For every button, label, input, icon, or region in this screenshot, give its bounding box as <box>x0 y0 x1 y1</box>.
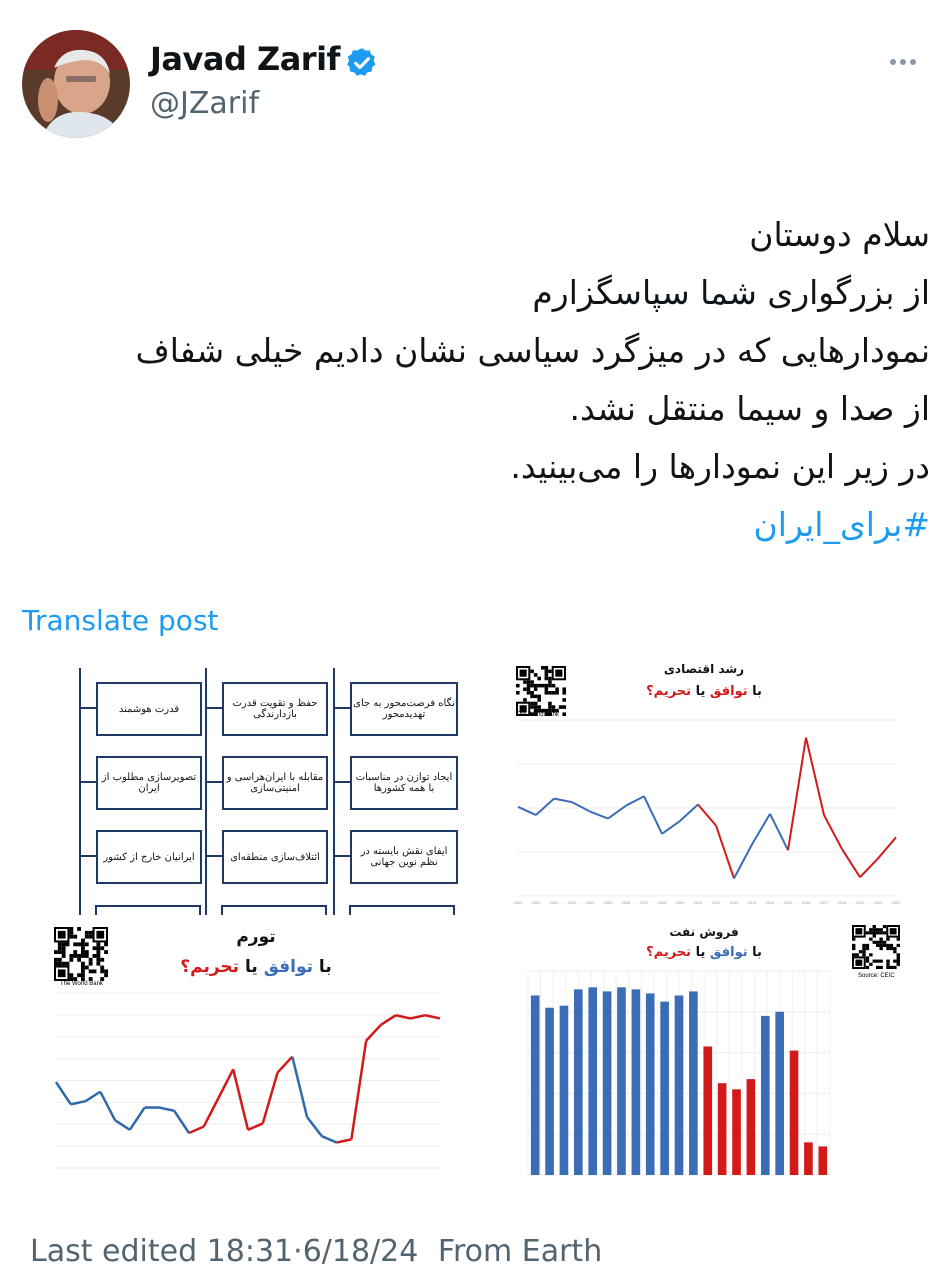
line-segment <box>292 1057 307 1117</box>
line-segment <box>644 796 662 834</box>
author-handle[interactable]: @JZarif <box>150 86 260 121</box>
tick-label: 2015 <box>783 900 793 905</box>
bar <box>531 995 540 1175</box>
post-text <box>20 206 930 554</box>
line-segment <box>824 815 842 849</box>
tick-label: 2003 <box>567 900 577 905</box>
tick-label: 2019 <box>855 900 865 905</box>
org-box: نگاه فرصت‌محور به جای تهدیدمحور <box>350 682 458 736</box>
line-segment <box>86 1092 101 1102</box>
line-segment <box>263 1073 278 1124</box>
org-box: تصویرسازی مطلوب از ایران <box>96 756 202 810</box>
line-segment <box>204 1098 219 1127</box>
line-segment <box>337 1139 352 1142</box>
line-segment <box>554 799 572 803</box>
line-segment <box>366 1025 381 1041</box>
line-segment <box>71 1101 86 1104</box>
tick-label: 2001 <box>531 900 541 905</box>
tick-label: 2002 <box>549 900 559 905</box>
line-segment <box>381 1015 396 1025</box>
org-box: ایجاد توازن در مناسبات با همه کشورها <box>350 756 458 810</box>
media-inflation-chart[interactable] <box>44 923 468 1180</box>
post-line: نمودارهایی که در میزگرد سیاسی نشان دادیم خیلی شفاف <box>135 331 930 370</box>
media-grid <box>44 660 908 1180</box>
post-line: در زیر این نمودارها را می‌بینید. <box>510 447 930 486</box>
bar <box>732 1089 741 1175</box>
org-box: ایرانیان خارج از کشور <box>96 830 202 884</box>
line-segment <box>860 858 878 877</box>
oil-bar-chart <box>500 923 908 1180</box>
line-segment <box>662 821 680 834</box>
tick-label: 2005 <box>603 900 613 905</box>
line-segment <box>770 814 788 850</box>
bar <box>804 1142 813 1175</box>
org-box: حفظ و تقویت قدرت بازدارندگی <box>222 682 328 736</box>
line-segment <box>130 1108 145 1130</box>
qr-code-icon <box>54 927 108 981</box>
line-segment <box>115 1120 130 1130</box>
post-line: از صدا و سیما منتقل نشد. <box>569 389 930 428</box>
line-segment <box>278 1057 293 1073</box>
post-source: From Earth <box>437 1234 603 1269</box>
media-org-chart[interactable] <box>44 660 468 915</box>
org-box: ایفای نقش بایسته در نظم نوین جهانی <box>350 830 458 884</box>
line-segment <box>572 802 590 811</box>
line-segment <box>680 804 698 820</box>
post-line: از بزرگواری شما سپاسگزارم <box>532 273 930 312</box>
chart-subtitle: با توافق یا تحریم؟ <box>646 684 762 699</box>
tick-label: 2008 <box>657 900 667 905</box>
tick-label: 2010 <box>693 900 703 905</box>
bar <box>632 989 641 1175</box>
line-segment <box>716 826 734 879</box>
line-segment <box>752 814 770 845</box>
tick-label: 2000 <box>513 900 523 905</box>
bar <box>603 991 612 1175</box>
tick-label: 2013 <box>747 900 757 905</box>
bar <box>588 987 597 1175</box>
line-segment <box>425 1015 440 1018</box>
post-metadata <box>30 1234 602 1269</box>
line-segment <box>322 1136 337 1142</box>
line-segment <box>233 1069 248 1129</box>
tick-label: 2016 <box>801 900 811 905</box>
tick-label: 2006 <box>621 900 631 905</box>
chart-subtitle: با توافق یا تحریم؟ <box>180 957 332 977</box>
bar <box>718 1083 727 1175</box>
translate-post-link[interactable]: Translate post <box>22 604 219 637</box>
line-segment <box>218 1069 233 1098</box>
line-segment <box>590 812 608 819</box>
line-segment <box>806 738 824 815</box>
bar <box>818 1146 827 1175</box>
line-segment <box>174 1111 189 1133</box>
more-options-icon[interactable] <box>890 50 926 74</box>
bar <box>689 991 698 1175</box>
qr-code-icon <box>852 925 900 969</box>
line-segment <box>396 1015 411 1018</box>
world-bank-label: The World Bank <box>516 712 559 718</box>
separator: · <box>293 1234 303 1269</box>
line-segment <box>189 1127 204 1133</box>
org-box: مقابله با ایران‌هراسی و امنیتی‌سازی <box>222 756 328 810</box>
line-segment <box>410 1015 425 1018</box>
hashtag-link[interactable]: #برای_ایران <box>753 505 930 544</box>
verified-badge-icon <box>345 46 379 80</box>
post-date: 6/18/24 <box>302 1234 419 1269</box>
bar <box>761 1016 770 1175</box>
line-segment <box>351 1041 366 1140</box>
media-oil-sales-chart[interactable] <box>500 923 908 1180</box>
tick-label: 2007 <box>639 900 649 905</box>
bar <box>574 989 583 1175</box>
bar <box>560 1006 569 1175</box>
org-box: ائتلاف‌سازی منطقه‌ای <box>222 830 328 884</box>
tick-label: 2009 <box>675 900 685 905</box>
bar <box>790 1051 799 1175</box>
bar <box>775 1012 784 1175</box>
bar <box>545 1008 554 1175</box>
bar <box>703 1046 712 1175</box>
line-segment <box>307 1117 322 1136</box>
bar <box>747 1079 756 1175</box>
chart-title: رشد اقتصادی <box>663 662 745 676</box>
tick-label: 2021 <box>891 900 901 905</box>
line-segment <box>734 844 752 878</box>
chart-subtitle: با توافق یا تحریم؟ <box>646 945 762 960</box>
chart-title: فروش نفت <box>669 925 739 939</box>
bar <box>646 993 655 1175</box>
line-segment <box>536 799 554 815</box>
tick-label: 2017 <box>819 900 829 905</box>
line-segment <box>626 796 644 805</box>
world-bank-label: The World Bank <box>60 981 103 987</box>
line-segment <box>878 837 896 858</box>
edited-label[interactable]: Last edited <box>30 1234 198 1269</box>
qr-code-icon <box>516 666 566 716</box>
tick-label: 2004 <box>585 900 595 905</box>
source-label: Source: CEIC <box>858 973 895 979</box>
line-segment <box>788 738 806 851</box>
post-line: سلام دوستان <box>749 215 930 254</box>
line-segment <box>608 806 626 819</box>
tick-label: 2020 <box>873 900 883 905</box>
line-segment <box>842 849 860 877</box>
line-segment <box>518 807 536 815</box>
tick-label: 2018 <box>837 900 847 905</box>
bar <box>617 987 626 1175</box>
tick-label: 2012 <box>729 900 739 905</box>
media-growth-chart[interactable] <box>500 660 908 915</box>
author-name[interactable]: Javad Zarif <box>150 40 340 78</box>
line-segment <box>248 1123 263 1129</box>
avatar[interactable] <box>22 30 130 138</box>
line-segment <box>100 1092 115 1121</box>
chart-title: تورم <box>236 927 276 947</box>
tick-label: 2014 <box>765 900 775 905</box>
tick-label: 2011 <box>711 900 721 905</box>
bar <box>660 1002 669 1175</box>
line-segment <box>159 1108 174 1111</box>
bar <box>675 995 684 1175</box>
org-box: قدرت هوشمند <box>96 682 202 736</box>
line-segment <box>56 1082 71 1104</box>
post-time: 18:31 <box>206 1234 294 1269</box>
line-segment <box>698 804 716 825</box>
